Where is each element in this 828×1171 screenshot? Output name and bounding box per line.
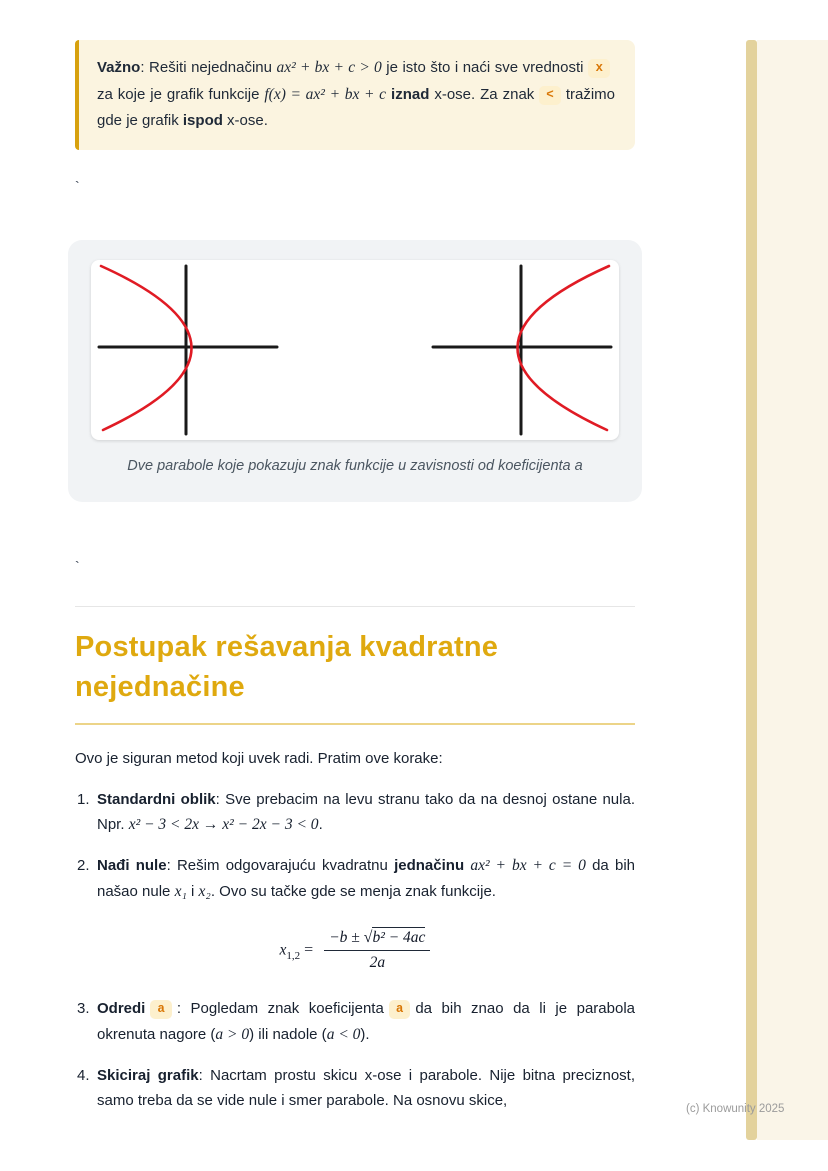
callout-text: x-ose. Za znak bbox=[429, 85, 535, 103]
callout-text: za koje je grafik funkcije bbox=[97, 85, 265, 103]
step-text: : Rešim odgovarajuću kvadratnu bbox=[166, 857, 395, 875]
document-content bbox=[75, 0, 635, 1128]
section-divider bbox=[75, 606, 635, 607]
list-item-text bbox=[97, 996, 635, 1047]
step-text: : Sve prebacim na levu stranu tako da na desnoj ostane nula. Npr. bbox=[97, 791, 635, 834]
formula-numerator bbox=[324, 929, 430, 951]
formula-equals: = bbox=[300, 942, 318, 960]
important-callout bbox=[75, 40, 635, 150]
callout-bold-iznad: iznad bbox=[391, 85, 430, 103]
figure-card bbox=[68, 240, 642, 502]
callout-text: x-ose. bbox=[222, 112, 268, 130]
callout-text: je isto što i naći sve vrednosti bbox=[381, 59, 584, 76]
parabola-right-graph bbox=[433, 266, 611, 434]
step-text: i bbox=[186, 883, 199, 901]
step-label: Skiciraj grafik bbox=[97, 1066, 199, 1084]
step-list bbox=[75, 787, 635, 1113]
math-inline: f(x) = ax² + bx + c bbox=[264, 85, 387, 103]
parabola-figure bbox=[91, 260, 619, 440]
inline-code-badge-x: x bbox=[588, 59, 610, 78]
inline-code-badge-lt: < bbox=[539, 86, 561, 105]
copyright-watermark: (c) Knowunity 2025 bbox=[686, 1103, 785, 1115]
step-text: da bih našao nule bbox=[97, 857, 636, 901]
heading-underline bbox=[75, 723, 635, 725]
step-label: Odredi bbox=[97, 1000, 146, 1018]
formula-subscript: 1,2 bbox=[286, 950, 301, 963]
intro-paragraph: Ovo je siguran metod koji uvek radi. Pratim ove korake: bbox=[75, 750, 443, 768]
page-right-margin bbox=[757, 40, 828, 1140]
math-inline: x² − 3 < 2x → x² − 2x − 3 < 0 bbox=[128, 816, 319, 834]
math-inline: a > 0 bbox=[215, 1025, 250, 1043]
list-number: 4. bbox=[77, 1066, 90, 1084]
list-item-text bbox=[97, 1063, 635, 1113]
inline-code-badge-a: a bbox=[150, 1000, 172, 1019]
formula-lhs: x bbox=[279, 942, 287, 960]
step-text: ). bbox=[360, 1025, 370, 1043]
step-label: Nađi nule bbox=[97, 857, 167, 875]
parabola-left-graph bbox=[99, 266, 277, 434]
math-inline: ax² + bx + c = 0 bbox=[470, 857, 586, 875]
list-item-text bbox=[97, 853, 635, 905]
inline-code-badge-a: a bbox=[389, 1000, 411, 1019]
list-item bbox=[75, 1063, 635, 1113]
list-item bbox=[75, 996, 635, 1047]
list-number: 3. bbox=[77, 1000, 90, 1018]
formula-minus-b: −b ± bbox=[329, 929, 364, 947]
figure-caption: Dve parabole koje pokazuju znak funkcije u zavisnosti od koeficijenta a bbox=[127, 458, 583, 475]
list-number: 2. bbox=[77, 857, 90, 875]
list-item bbox=[75, 787, 635, 838]
parabola-graphs bbox=[91, 260, 619, 440]
math-inline: x₁ bbox=[174, 883, 187, 901]
formula-fraction bbox=[324, 929, 430, 972]
formula-radicand: b² − 4ac bbox=[372, 929, 426, 947]
sqrt-symbol: √ bbox=[363, 929, 373, 947]
stray-backtick: ` bbox=[75, 178, 80, 195]
quadratic-formula bbox=[75, 929, 635, 972]
list-item-text bbox=[97, 787, 635, 838]
step-text: . Ovo su tačke gde se menja znak funkcije. bbox=[210, 883, 496, 901]
page-title: Postupak rešavanja kvadratne nejednačine bbox=[75, 631, 499, 704]
list-number: 1. bbox=[77, 791, 90, 809]
step-text: . bbox=[318, 816, 323, 834]
step-label: Standardni oblik bbox=[97, 791, 216, 809]
math-inline: x₂ bbox=[198, 883, 211, 901]
stray-backtick: ` bbox=[75, 558, 80, 575]
callout-bold-ispod: ispod bbox=[182, 112, 223, 130]
callout-text: tražimo gde je grafik bbox=[97, 85, 615, 130]
callout-title: Važno bbox=[97, 59, 141, 76]
step-text: da bih znao da li je parabola okrenuta nagore ( bbox=[97, 1000, 635, 1043]
step-bold: jednačinu bbox=[394, 857, 465, 875]
list-item bbox=[75, 853, 635, 905]
page-scrollbar[interactable] bbox=[746, 40, 757, 1140]
math-inline: a < 0 bbox=[326, 1025, 361, 1043]
step-text: ) ili nadole ( bbox=[249, 1025, 327, 1043]
callout-text: : Rešiti nejednačinu bbox=[140, 59, 277, 76]
step-text: : Nacrtam prostu skicu x-ose i parabole. Nije bitna preciznost, samo treba da se vide nule i smer parabole. Na osnovu skice, bbox=[97, 1066, 635, 1109]
step-text: : Pogledam znak koeficijenta bbox=[176, 1000, 384, 1018]
math-inline: ax² + bx + c > 0 bbox=[276, 59, 382, 76]
formula-denominator: 2a bbox=[369, 954, 386, 972]
